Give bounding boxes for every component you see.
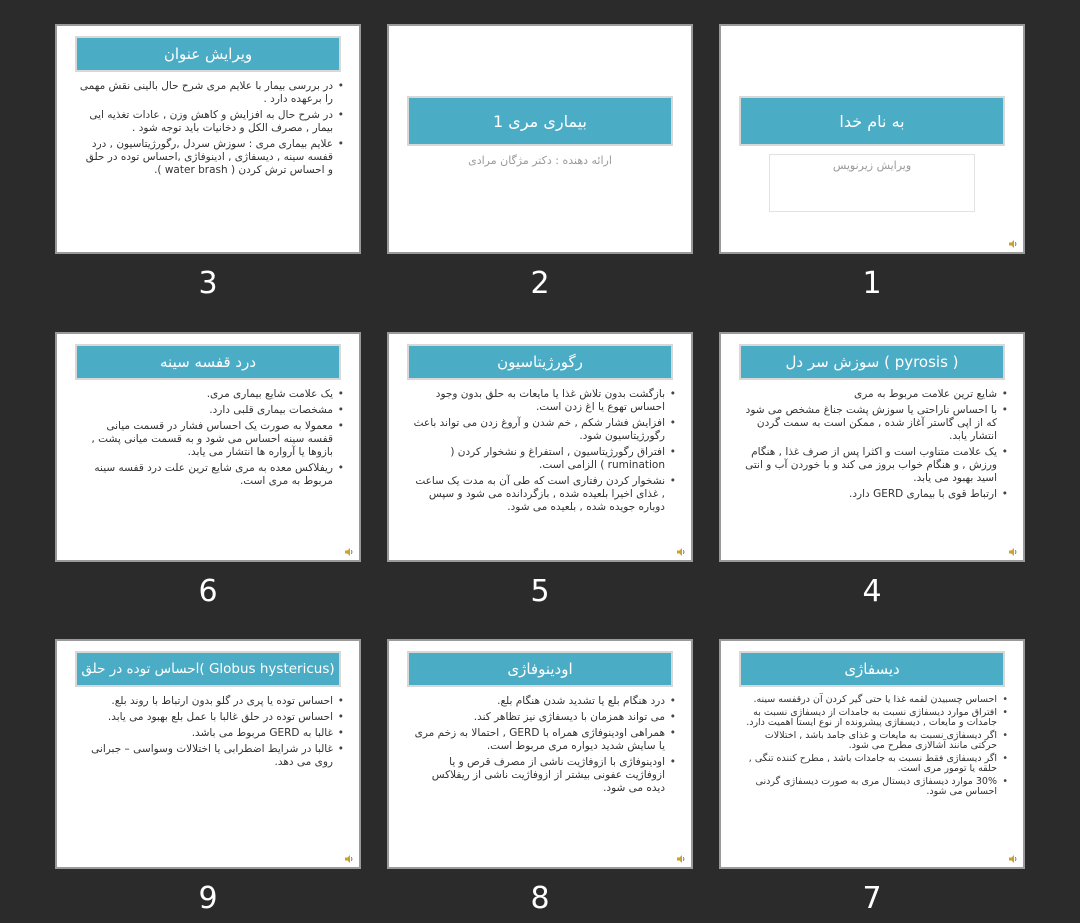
slide-number: 8 — [530, 881, 550, 916]
bullet-item: • علایم بیماری مری : سوزش سردل ,رگورژیتاسیون , درد قفسه سینه , دیسفاژی , ادینوفاژی ,احساس توده در حلق و احساس ترش کردن ( water brash ). — [79, 138, 333, 177]
slide-title: ویرایش عنوان — [75, 36, 341, 72]
slide-canvas — [719, 332, 1025, 562]
bullet-item: • افتراق موارد دیسفاژی نسبت به جامدات از دیسفاژی نسبت به جامدات و مایعات , دیسفاژی پیشرونده از نوع ایستا اهمیت دارد. — [743, 708, 997, 729]
bullet-item: • درد هنگام بلع یا تشدید شدن هنگام بلع. — [411, 695, 665, 708]
slide-subtitle: ویرایش زیرنویس — [769, 154, 975, 212]
speaker-icon — [345, 548, 354, 556]
slide-canvas — [387, 639, 693, 869]
slide-title: اودینوفاژی — [407, 651, 673, 687]
slide-title: بیماری مری 1 — [407, 96, 673, 146]
bullet-item: • ارتباط قوی با بیماری GERD دارد. — [743, 488, 997, 501]
bullet-item: • در شرح حال به افزایش و کاهش وزن , عادات تغذیه ایی بیمار , مصرف الکل و دخانیات باید توجه شود . — [79, 109, 333, 135]
bullet-item: • غالبا به GERD مربوط می باشد. — [79, 727, 333, 740]
slide-title: دیسفاژی — [739, 651, 1005, 687]
speaker-icon — [1009, 548, 1018, 556]
slide-thumbnail-2[interactable] — [387, 24, 693, 301]
bullet-item: • یک علامت متناوب است و اکثرا پس از صرف غذا , هنگام ورزش , و هنگام خواب بروز می کند و با خوردن آب و انتی اسید بهبود می یابد. — [743, 446, 997, 485]
slide-canvas — [387, 332, 693, 562]
slide-canvas — [55, 639, 361, 869]
bullet-item: • با احساس ناراحتی یا سوزش پشت جناغ مشخص می شود که از اپی گاستر آغاز شده , ممکن است به سمت گردن انتشار یابد. — [743, 404, 997, 443]
slide-number: 4 — [862, 574, 882, 609]
slide-canvas — [719, 639, 1025, 869]
speaker-icon — [677, 548, 686, 556]
speaker-icon — [677, 855, 686, 863]
bullet-item: • اگر دیسفاژی نسبت به مایعات و غذای جامد باشد , اختلالات حرکتی مانند آشالازی مطرح می شود. — [743, 731, 997, 752]
bullet-item: • می تواند همزمان با دیسفاژی نیز تظاهر کند. — [411, 711, 665, 724]
slide-thumbnail-6[interactable] — [55, 332, 361, 609]
bullet-item: • افزایش فشار شکم , خم شدن و آروغ زدن می تواند باعث رگورژیتاسیون شود. — [411, 417, 665, 443]
slide-canvas — [55, 24, 361, 254]
speaker-icon — [1009, 855, 1018, 863]
slide-canvas — [719, 24, 1025, 254]
slide-title: رگورژیتاسیون — [407, 344, 673, 380]
slide-number: 3 — [198, 266, 218, 301]
slide-bullets — [411, 695, 677, 798]
slide-canvas — [387, 24, 693, 254]
bullet-item: • احساس توده یا پری در گلو بدون ارتباط با روند بلع. — [79, 695, 333, 708]
slide-thumbnail-3[interactable] — [55, 24, 361, 301]
bullet-item: • معمولا به صورت یک احساس فشار در قسمت میانی قفسه سینه احساس می شود و به قسمت میانی پشت , بازوها یا آرواره ها انتشار می یابد. — [79, 420, 333, 459]
slide-thumbnail-7[interactable] — [719, 639, 1025, 916]
slide-title: (Globus hystericus )احساس توده در حلق — [75, 651, 341, 687]
bullet-item: • ریفلاکس معده به مری شایع ترین علت درد قفسه سینه مربوط به مری است. — [79, 462, 333, 488]
slide-bullets — [411, 388, 677, 517]
slide-number: 9 — [198, 881, 218, 916]
slide-number: 6 — [198, 574, 218, 609]
slide-number: 1 — [862, 266, 882, 301]
slide-subtitle: ارائه دهنده : دکتر مژگان مرادی — [468, 154, 612, 167]
slide-bullets — [743, 388, 1009, 504]
slide-thumbnail-8[interactable] — [387, 639, 693, 916]
bullet-item: • احساس توده در حلق غالبا با عمل بلع بهبود می یابد. — [79, 711, 333, 724]
slide-number: 2 — [530, 266, 550, 301]
speaker-icon — [345, 855, 354, 863]
bullet-item: • مشخصات بیماری قلبی دارد. — [79, 404, 333, 417]
bullet-item: • نشخوار کردن رفتاری است که طی آن به مدت یک ساعت , غذای اخیرا بلعیده شده , بازگردانده می شود و سپس دوباره جویده شده , بلعیده می شود. — [411, 475, 665, 514]
slide-thumbnail-1[interactable] — [719, 24, 1025, 301]
slide-bullets — [743, 695, 1009, 800]
slide-title: به نام خدا — [739, 96, 1005, 146]
slide-thumbnail-9[interactable] — [55, 639, 361, 916]
bullet-item: • اودینوفاژی با ازوفاژیت ناشی از مصرف قرص و یا ازوفاژیت عفونی بیشتر از ازوفاژیت ناشی از ریفلاکس دیده می شود. — [411, 756, 665, 795]
bullet-item: • شایع ترین علامت مربوط به مری — [743, 388, 997, 401]
bullet-item: • بازگشت بدون تلاش غذا یا مایعات به حلق بدون وجود احساس تهوع یا اغ زدن است. — [411, 388, 665, 414]
bullet-item: • 30% موارد دیسفاژی دیستال مری به صورت دیسفاژی گردنی احساس می شود. — [743, 777, 997, 798]
slide-bullets — [79, 695, 345, 772]
slide-canvas — [55, 332, 361, 562]
bullet-item: • افتراق رگورژیتاسیون , استفراغ و نشخوار کردن ( rumination ) الزامی است. — [411, 446, 665, 472]
slide-thumbnail-4[interactable] — [719, 332, 1025, 609]
bullet-item: • اگر دیسفاژی فقط نسبت به جامدات باشد , مطرح کننده تنگی , حلقه یا تومور مری است. — [743, 754, 997, 775]
slide-title: ( pyrosis ) سوزش سر دل — [739, 344, 1005, 380]
bullet-item: • یک علامت شایع بیماری مری. — [79, 388, 333, 401]
slide-thumbnail-5[interactable] — [387, 332, 693, 609]
slide-number: 7 — [862, 881, 882, 916]
slide-bullets — [79, 388, 345, 491]
slide-bullets — [79, 80, 345, 180]
bullet-item: • احساس چسبیدن لقمه غذا یا حتی گیر کردن آن درقفسه سینه. — [743, 695, 997, 706]
bullet-item: • غالبا در شرایط اضطرابی یا اختلالات وسواسی – جبرانی روی می دهد. — [79, 743, 333, 769]
slide-title: درد قفسه سینه — [75, 344, 341, 380]
slide-number: 5 — [530, 574, 550, 609]
bullet-item: • در بررسی بیمار با علایم مری شرح حال بالینی نقش مهمی را برعهده دارد . — [79, 80, 333, 106]
speaker-icon — [1009, 240, 1018, 248]
bullet-item: • همراهی اودینوفاژی همراه با GERD , احتمالا به زخم مری یا سایش شدید دیواره مری مربوط است. — [411, 727, 665, 753]
